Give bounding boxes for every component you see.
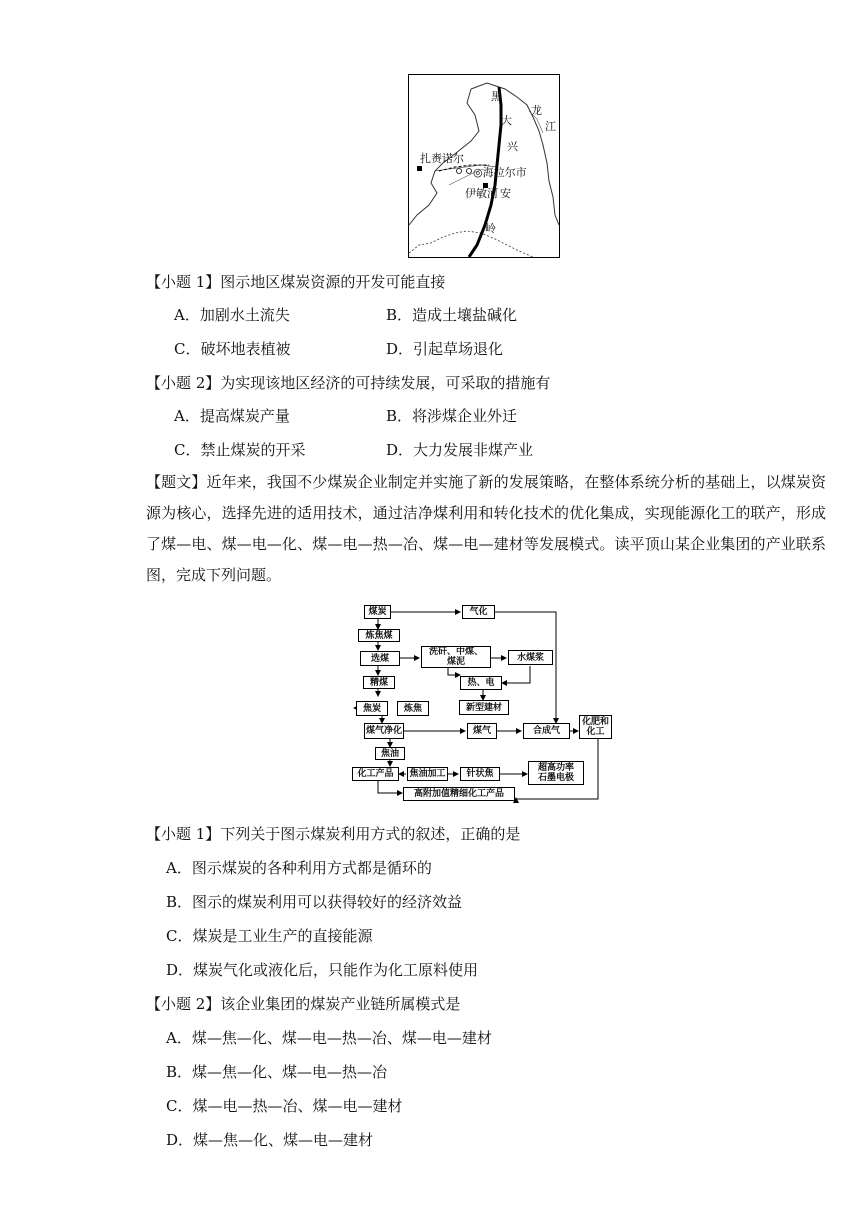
flow-box-coke: 焦炭 bbox=[356, 701, 388, 716]
map-label-an: 安 bbox=[500, 187, 511, 200]
flow-box-clean-coal: 精煤 bbox=[363, 676, 395, 689]
question-3-stem: 【小题 1】下列关于图示煤炭利用方式的叙述，正确的是 bbox=[146, 825, 521, 843]
map-label-zhalainuoer: 扎赉诺尔 bbox=[420, 152, 464, 165]
question-2-option-b: B．将涉煤企业外迁 bbox=[386, 407, 518, 425]
question-4-option-c: C．煤—电—热—冶、煤—电—建材 bbox=[166, 1097, 403, 1115]
flow-box-heat-power: 热、电 bbox=[460, 676, 502, 690]
question-1-stem: 【小题 1】图示地区煤炭资源的开发可能直接 bbox=[146, 273, 446, 291]
flow-box-byproducts: 洗矸、中煤、 煤泥 bbox=[421, 646, 491, 668]
question-1-option-d: D．引起草场退化 bbox=[386, 340, 504, 358]
map-label-long: 龙 bbox=[531, 104, 542, 117]
question-2-option-c: C．禁止煤炭的开采 bbox=[174, 441, 306, 459]
map-label-da: 大 bbox=[501, 114, 512, 127]
question-4-stem: 【小题 2】该企业集团的煤炭产业链所属模式是 bbox=[146, 995, 461, 1013]
flow-box-chem-products: 化工产品 bbox=[352, 767, 399, 781]
question-1-option-b: B．造成土壤盐碱化 bbox=[386, 306, 518, 324]
flow-box-washing: 选煤 bbox=[360, 651, 400, 666]
map-label-xing: 兴 bbox=[507, 140, 518, 153]
flow-box-syngas: 合成气 bbox=[523, 723, 570, 739]
map-label-hailaer: ◎海拉尔市 bbox=[473, 166, 527, 179]
question-4-option-d: D．煤—焦—化、煤—电—建材 bbox=[166, 1131, 374, 1149]
map-label-jiang: 江 bbox=[545, 120, 556, 133]
flow-box-coal: 煤炭 bbox=[364, 605, 391, 619]
flow-box-fine-chem: 高附加值精细化工产品 bbox=[403, 787, 515, 801]
flow-box-fertilizer: 化肥和 化工 bbox=[579, 715, 612, 739]
flow-box-tar-process: 焦油加工 bbox=[407, 767, 448, 781]
map-label-ling: 岭 bbox=[485, 222, 496, 235]
question-4-option-b: B．煤—焦—化、煤—电—热—冶 bbox=[166, 1063, 388, 1081]
map-label-hei: 黑 bbox=[491, 90, 502, 103]
flow-box-building: 新型建材 bbox=[459, 700, 509, 715]
passage-text: 【题文】近年来，我国不少煤炭企业制定并实施了新的发展策略，在整体系统分析的基础上，以煤炭资源为核心，选择先进的适用技术，通过洁净煤利用和转化技术的优化集成，实现能源化工的联产，形成了煤—电、煤—电—化、煤—电—热—冶、煤—电—建材等发展模式。读平顶山某企业集团的产业联系图，完成下列问题。 bbox=[146, 473, 826, 584]
flow-box-coking-coal: 炼焦煤 bbox=[358, 629, 400, 642]
question-2-stem: 【小题 2】为实现该地区经济的可持续发展，可采取的措施有 bbox=[146, 374, 551, 392]
question-4-option-a: A．煤—焦—化、煤—电—热—冶、煤—电—建材 bbox=[166, 1029, 492, 1047]
flow-box-gas: 煤气 bbox=[467, 723, 497, 739]
question-2-option-a: A．提高煤炭产量 bbox=[174, 407, 290, 425]
question-1-option-c: C．破坏地表植被 bbox=[174, 340, 291, 358]
flow-box-tar: 焦油 bbox=[375, 747, 405, 760]
flow-box-needle-coke: 针状焦 bbox=[460, 767, 500, 781]
flow-box-gasify: 气化 bbox=[462, 605, 495, 619]
flow-box-electrode: 超高功率 石墨电极 bbox=[528, 761, 584, 785]
flow-box-slurry: 水煤浆 bbox=[508, 650, 553, 665]
question-3-option-a: A．图示煤炭的各种利用方式都是循环的 bbox=[166, 859, 432, 877]
flow-box-coking: 炼焦 bbox=[397, 701, 429, 716]
question-2-option-d: D．大力发展非煤产业 bbox=[386, 441, 534, 459]
question-3-option-c: C．煤炭是工业生产的直接能源 bbox=[166, 927, 373, 945]
question-1-option-a: A．加剧水土流失 bbox=[174, 306, 290, 324]
industry-flow-diagram bbox=[350, 603, 612, 809]
map-label-yimin: 伊敏河 bbox=[465, 187, 498, 200]
question-3-option-d: D．煤炭气化或液化后，只能作为化工原料使用 bbox=[166, 961, 479, 979]
region-map bbox=[408, 74, 560, 258]
flow-box-gas-purify: 煤气净化 bbox=[364, 723, 404, 739]
question-3-option-b: B．图示的煤炭利用可以获得较好的经济效益 bbox=[166, 893, 463, 911]
